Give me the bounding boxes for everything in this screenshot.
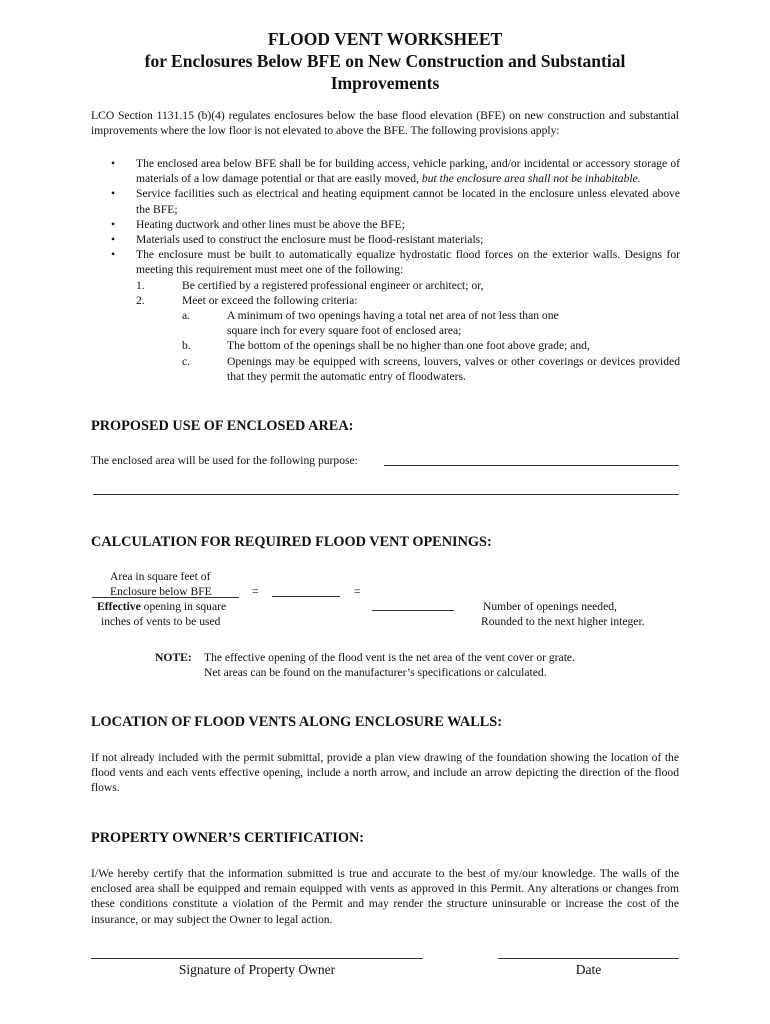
date-label: Date [575,962,602,977]
proposed-use-field-1[interactable] [384,465,679,466]
denominator-label-1 [97,599,226,614]
bullet-icon: • [111,187,116,201]
equals-sign-2: = [354,585,361,598]
calculation-heading: CALCULATION FOR REQUIRED FLOOD VENT OPENINGS: [91,534,492,550]
denominator-bold: Effective [97,600,141,613]
title-line-1: FLOOD VENT WORKSHEET [267,29,503,49]
openings-needed-field[interactable] [372,610,454,611]
denominator-rest: opening in square [140,600,227,613]
provision-italic-text: but the enclosure area shall not be inhabitable. [421,172,641,186]
criterion-c-label: c. [182,354,191,368]
proposed-use-prompt: The enclosed area will be used for the following purpose: [91,454,358,467]
criterion-a-text-2: square inch for every square foot of enclosed area; [227,324,462,338]
bullet-icon: • [111,157,116,170]
option-2-label: 2. [136,293,145,307]
note-line-2: Net areas can be found on the manufacturer’s specifications or calculated. [204,666,547,679]
note-line-1: The effective opening of the flood vent is the net area of the vent cover or grate. [204,651,575,664]
provision-text: Service facilities such as electrical and heating equipment cannot be located in the enclosure unless elevated above the BFE; [136,187,680,216]
provision-item [108,186,680,216]
option-1 [136,278,680,293]
provision-item [108,217,680,232]
criterion-b-label: b. [182,339,191,353]
ratio-field[interactable] [272,596,340,597]
signature-label: Signature of Property Owner [178,962,336,977]
proposed-use-field-2[interactable] [93,494,679,495]
location-heading: LOCATION OF FLOOD VENTS ALONG ENCLOSURE WALLS: [91,714,502,730]
result-label-2: Rounded to the next higher integer. [481,615,645,628]
option-2 [136,293,680,308]
option-2-text: Meet or exceed the following criteria: [182,293,358,307]
location-paragraph: If not already included with the permit submittal, provide a plan view drawing of the foundation showing the location of the flood vents and each vents effective opening, include a north arrow, and include an arrow depicting the direction of the flood flows. [91,751,679,795]
provision-item [108,232,680,247]
title-line-2: for Enclosures Below BFE on New Construction and Substantial [144,51,626,71]
bullet-icon: • [111,233,116,247]
provision-item [108,156,680,186]
criterion-c [136,354,680,384]
option-1-text: Be certified by a registered professional engineer or architect; or, [182,278,484,292]
proposed-use-heading: PROPOSED USE OF ENCLOSED AREA: [91,418,354,434]
bullet-icon: • [111,217,116,231]
numerator-label-2: Enclosure below BFE [110,585,212,598]
provision-text: Materials used to construct the enclosure must be flood-resistant materials; [136,233,484,247]
bullet-icon: • [111,248,116,262]
numerator-label-1: Area in square feet of [110,570,211,583]
provision-text: Heating ductwork and other lines must be above the BFE; [136,217,405,231]
provisions-list [108,156,680,384]
provision-item [108,247,680,384]
provision-text: The enclosed area below BFE shall be for building access, vehicle parking, and/or incidental or accessory storage of materials of a low damage potential or that are easily moved, [136,157,680,186]
equals-sign-1: = [252,585,259,598]
option-1-label: 1. [136,278,145,292]
date-field[interactable] [498,958,679,959]
denominator-label-2: inches of vents to be used [101,615,221,628]
result-label-1: Number of openings needed, [483,600,617,613]
signature-field[interactable] [91,958,423,959]
criterion-a [136,308,680,338]
criterion-b-text: The bottom of the openings shall be no higher than one foot above grade; and, [227,339,590,353]
provision-text: The enclosure must be built to automatically equalize hydrostatic flood forces on the exterior walls. Designs for meeting this requirement must meet one of the following: [136,248,680,277]
fraction-bar [92,597,239,598]
title-line-3: Improvements [330,73,440,93]
certification-paragraph: I/We hereby certify that the information submitted is true and accurate to the best of my/our knowledge. The walls of the enclosed area shall be equipped and remain equipped with vents as approved in this Permit. Any alterations or changes from these conditions constitute a violation of the Permit and may render the structure uninsurable or increase the cost of the insurance, or may subject the Owner to legal action. [91,867,679,926]
criterion-a-label: a. [182,309,191,323]
criterion-c-text: Openings may be equipped with screens, louvers, valves or other coverings or devices provided that they permit the automatic entry of floodwaters. [227,354,680,383]
certification-heading: PROPERTY OWNER’S CERTIFICATION: [91,830,365,846]
note-label: NOTE: [155,651,192,664]
criterion-a-text-1: A minimum of two openings having a total net area of not less than one [227,309,559,323]
criterion-b [136,338,680,353]
intro-paragraph: LCO Section 1131.15 (b)(4) regulates enclosures below the base flood elevation (BFE) on new construction and substantial improvements where the low floor is not elevated to above the BFE. The following provisions apply: [91,109,679,138]
